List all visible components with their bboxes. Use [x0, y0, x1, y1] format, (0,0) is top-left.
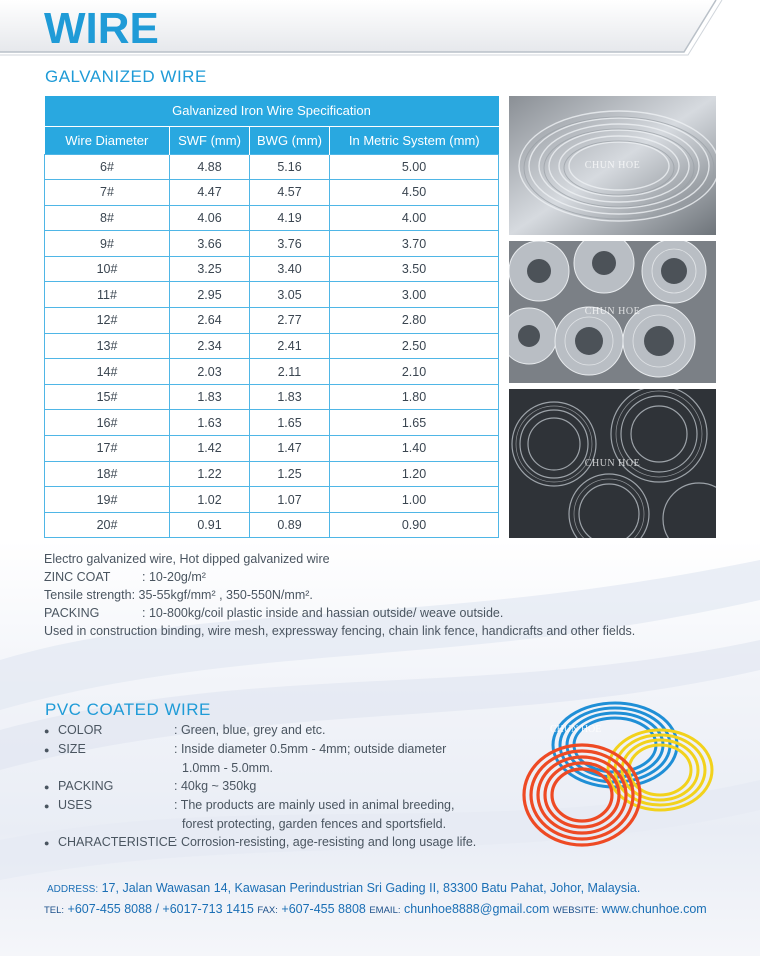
- photo-watermark: CHUN HOE: [584, 306, 641, 318]
- galvanized-wire-photo-1: [509, 96, 716, 235]
- table-row: [45, 282, 499, 308]
- pvc-spec-label: COLOR: [58, 723, 103, 737]
- table-cell: 1.40: [330, 436, 499, 462]
- table-cell: 3.66: [170, 231, 250, 257]
- pvc-spec-value-continued: 1.0mm - 5.0mm.: [182, 761, 273, 775]
- table-cell: 12#: [45, 308, 170, 334]
- table-cell: 5.16: [250, 154, 330, 180]
- table-cell: 0.90: [330, 512, 499, 538]
- table-cell: 18#: [45, 461, 170, 487]
- table-cell: 1.65: [330, 410, 499, 436]
- table-cell: 3.05: [250, 282, 330, 308]
- pvc-spec-value-continued: forest protecting, garden fences and sportsfield.: [182, 817, 447, 831]
- galvanized-wire-photo-3: [509, 389, 716, 538]
- tel-label: TEL:: [44, 905, 65, 916]
- table-row: [45, 180, 499, 206]
- pvc-spec-value: : Corrosion-resisting, age-resisting and long usage life.: [174, 835, 477, 849]
- table-cell: 1.63: [170, 410, 250, 436]
- table-cell: 3.70: [330, 231, 499, 257]
- table-cell: 1.20: [330, 461, 499, 487]
- column-header: BWG (mm): [250, 126, 330, 154]
- table-cell: 2.80: [330, 308, 499, 334]
- table-cell: 2.50: [330, 333, 499, 359]
- table-cell: 1.42: [170, 436, 250, 462]
- pvc-wire-photo: [520, 690, 720, 860]
- tensile-value: : 35-55kgf/mm² , 350-550N/mm².: [131, 588, 313, 602]
- table-row: [45, 256, 499, 282]
- bullet-icon: ●: [44, 801, 50, 811]
- table-row: [45, 512, 499, 538]
- pvc-spec-item: [44, 777, 514, 796]
- table-cell: 15#: [45, 384, 170, 410]
- table-cell: 11#: [45, 282, 170, 308]
- table-row: [45, 359, 499, 385]
- table-cell: 6#: [45, 154, 170, 180]
- pvc-spec-item: [44, 796, 514, 815]
- table-cell: 1.80: [330, 384, 499, 410]
- table-cell: 1.25: [250, 461, 330, 487]
- bullet-icon: ●: [44, 782, 50, 792]
- address-text: 17, Jalan Wawasan 14, Kawasan Perindustrian Sri Gading II, 83300 Batu Pahat, Johor, Malaysia.: [101, 881, 641, 895]
- pvc-spec-item: [44, 721, 514, 740]
- table-cell: 20#: [45, 512, 170, 538]
- table-cell: 8#: [45, 205, 170, 231]
- table-cell: 4.19: [250, 205, 330, 231]
- fax-label: FAX:: [257, 905, 278, 916]
- photo-watermark: CHUN HOE: [584, 457, 641, 469]
- table-cell: 2.41: [250, 333, 330, 359]
- table-cell: 14#: [45, 359, 170, 385]
- table-cell: 4.57: [250, 180, 330, 206]
- table-cell: 9#: [45, 231, 170, 257]
- table-cell: 7#: [45, 180, 170, 206]
- pvc-spec-item: [44, 740, 514, 759]
- table-row: [45, 384, 499, 410]
- page-title: WIRE: [44, 4, 159, 53]
- table-cell: 2.95: [170, 282, 250, 308]
- table-row: [45, 410, 499, 436]
- pvc-spec-list: [44, 721, 514, 852]
- address-label: ADDRESS:: [47, 884, 99, 895]
- table-cell: 4.47: [170, 180, 250, 206]
- table-cell: 1.07: [250, 487, 330, 513]
- table-cell: 2.77: [250, 308, 330, 334]
- pvc-spec-value: : Green, blue, grey and etc.: [174, 723, 326, 737]
- table-cell: 3.76: [250, 231, 330, 257]
- table-cell: 2.64: [170, 308, 250, 334]
- footer-contact: [44, 902, 707, 916]
- pvc-spec-value: : 40kg ~ 350kg: [174, 779, 257, 793]
- pvc-section-title: PVC COATED WIRE: [45, 700, 211, 719]
- pvc-spec-value: : The products are mainly used in animal breeding,: [174, 798, 455, 812]
- table-cell: 3.50: [330, 256, 499, 282]
- tensile-row: [44, 586, 635, 604]
- galvanized-description: [44, 550, 635, 640]
- table-cell: 4.50: [330, 180, 499, 206]
- table-cell: 2.34: [170, 333, 250, 359]
- email-link[interactable]: chunhoe8888@gmail.com: [403, 902, 550, 916]
- table-cell: 1.47: [250, 436, 330, 462]
- bullet-icon: ●: [44, 726, 50, 736]
- table-cell: 2.03: [170, 359, 250, 385]
- table-cell: 1.83: [250, 384, 330, 410]
- galvanized-section-title: GALVANIZED WIRE: [45, 67, 207, 86]
- table-cell: 1.65: [250, 410, 330, 436]
- table-cell: 0.89: [250, 512, 330, 538]
- packing-value: : 10-800kg/coil plastic inside and hassian outside/ weave outside.: [142, 606, 504, 620]
- packing-label: PACKING: [44, 606, 100, 620]
- table-cell: 2.10: [330, 359, 499, 385]
- table-row: [45, 333, 499, 359]
- table-cell: 3.00: [330, 282, 499, 308]
- zinc-coat-value: : 10-20g/m²: [142, 570, 206, 584]
- table-cell: 1.02: [170, 487, 250, 513]
- table-cell: 1.83: [170, 384, 250, 410]
- photo-watermark: CHUN HOE: [550, 724, 602, 735]
- table-cell: 4.00: [330, 205, 499, 231]
- packing-row: [44, 604, 635, 622]
- bullet-icon: ●: [44, 745, 50, 755]
- photo-watermark: CHUN HOE: [584, 159, 641, 171]
- email-label: EMAIL:: [369, 905, 401, 916]
- tensile-label: Tensile strength: [44, 588, 132, 602]
- table-row: [45, 487, 499, 513]
- table-cell: 4.88: [170, 154, 250, 180]
- pvc-spec-label: CHARACTERISTICE: [58, 835, 177, 849]
- pvc-spec-label: PACKING: [58, 779, 114, 793]
- table-cell: 17#: [45, 436, 170, 462]
- table-cell: 3.25: [170, 256, 250, 282]
- column-header: SWF (mm): [170, 126, 250, 154]
- table-row: [45, 461, 499, 487]
- zinc-coat-row: [44, 568, 635, 586]
- zinc-coat-label: ZINC COAT: [44, 570, 111, 584]
- table-caption: Galvanized Iron Wire Specification: [45, 96, 499, 126]
- bullet-icon: ●: [44, 838, 50, 848]
- pvc-spec-label: SIZE: [58, 742, 86, 756]
- table-cell: 10#: [45, 256, 170, 282]
- table-row: [45, 231, 499, 257]
- table-cell: 0.91: [170, 512, 250, 538]
- table-cell: 1.22: [170, 461, 250, 487]
- table-row: [45, 154, 499, 180]
- table-cell: 16#: [45, 410, 170, 436]
- fax-value: +607-455 8808: [281, 902, 366, 916]
- tel-value: +607-455 8088 / +6017-713 1415: [67, 902, 254, 916]
- product-types: Electro galvanized wire, Hot dipped galvanized wire: [44, 552, 330, 566]
- pvc-spec-label: USES: [58, 798, 93, 812]
- table-cell: 2.11: [250, 359, 330, 385]
- table-cell: 4.06: [170, 205, 250, 231]
- pvc-spec-item: [44, 833, 514, 852]
- table-cell: 13#: [45, 333, 170, 359]
- footer-address: [47, 881, 640, 895]
- table-cell: 19#: [45, 487, 170, 513]
- table-row: [45, 308, 499, 334]
- pvc-spec-value: : Inside diameter 0.5mm - 4mm; outside diameter: [174, 742, 447, 756]
- website-link[interactable]: www.chunhoe.com: [601, 902, 707, 916]
- table-cell: 3.40: [250, 256, 330, 282]
- table-row: [45, 205, 499, 231]
- column-header: Wire Diameter: [45, 126, 170, 154]
- galvanized-wire-photo-2: [509, 241, 716, 383]
- table-cell: 1.00: [330, 487, 499, 513]
- website-label: WEBSITE:: [552, 905, 599, 916]
- usage-text: Used in construction binding, wire mesh, expressway fencing, chain link fence, handicrafts and other fields.: [44, 624, 636, 638]
- table-row: [45, 436, 499, 462]
- table-cell: 5.00: [330, 154, 499, 180]
- column-header: In Metric System (mm): [330, 126, 499, 154]
- galvanized-spec-table: [44, 96, 499, 538]
